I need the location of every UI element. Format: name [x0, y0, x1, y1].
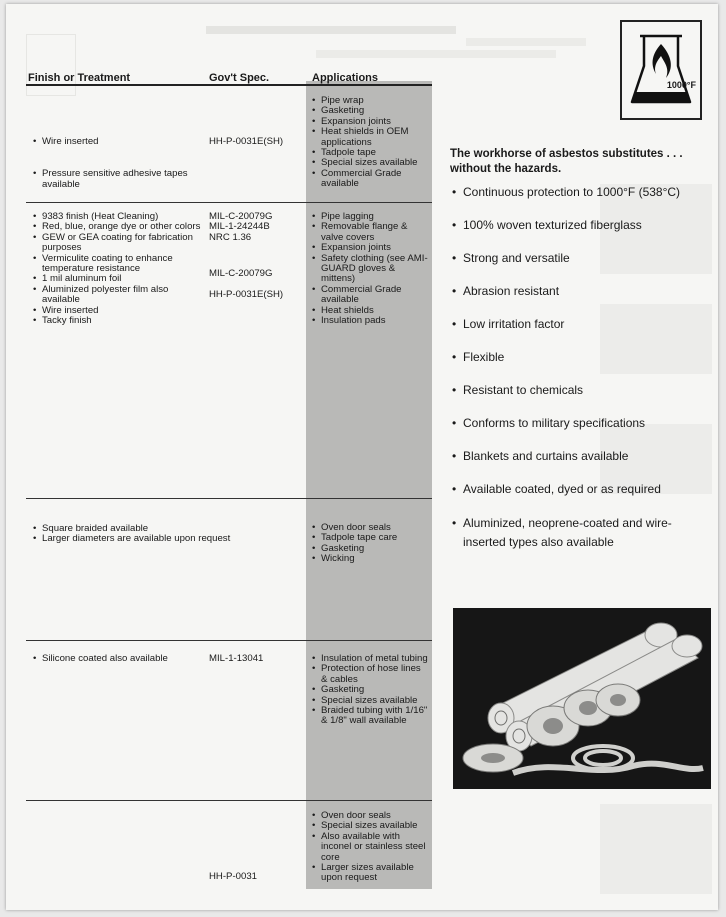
feature-item: • 100% woven texturized fiberglass — [452, 217, 714, 233]
spec-item: MIL-C-20079G — [209, 211, 273, 222]
feature-item: • Available coated, dyed or as required — [452, 481, 714, 497]
spec-item: HH-P-0031 — [209, 871, 257, 882]
row-3-finish — [33, 524, 303, 545]
application-item: • Special sizes available — [312, 158, 428, 168]
feature-item: • Resistant to chemicals — [452, 382, 714, 398]
row-1-specs — [209, 137, 304, 147]
feature-list — [452, 184, 714, 552]
application-item: • Wicking — [312, 554, 428, 564]
application-item: • Tadpole tape — [312, 148, 428, 158]
spec-item: HH-P-0031E(SH) — [209, 289, 284, 301]
row-3-applications — [312, 523, 428, 565]
feature-headline — [450, 147, 712, 177]
row-2-applications — [312, 212, 428, 326]
application-item: • Gasketing — [312, 106, 428, 116]
row-4-applications — [312, 654, 428, 727]
row-5-specs — [209, 872, 304, 882]
feature-item: • Continuous protection to 1000°F (538°C) — [452, 184, 714, 200]
feature-item: • Conforms to military specifications — [452, 415, 714, 431]
application-item: • Braided tubing with 1/16" & 1/8" wall available — [312, 706, 428, 727]
application-item: • Gasketing — [312, 544, 428, 554]
finish-item: • Square braided available — [33, 524, 303, 534]
feature-item: • Strong and versatile — [452, 250, 714, 266]
row-divider — [26, 498, 432, 499]
row-2-specs — [209, 212, 304, 300]
application-item: • Oven door seals — [312, 523, 428, 533]
bleed-through-band — [316, 50, 556, 58]
row-4-specs — [209, 654, 304, 664]
finish-item: • Vermiculite coating to enhance temperature resistance — [33, 254, 205, 275]
temperature-rating: 1000°F — [666, 80, 696, 90]
finish-item: • Aluminized polyester film also available — [33, 285, 205, 306]
application-item: • Special sizes available — [312, 696, 428, 706]
application-item: • Protection of hose lines & cables — [312, 664, 428, 685]
catalog-page — [6, 4, 718, 910]
application-item: • Pipe lagging — [312, 212, 428, 222]
application-item: • Oven door seals — [312, 811, 428, 821]
application-item: • Also available with inconel or stainless steel core — [312, 832, 428, 863]
application-item: • Special sizes available — [312, 821, 428, 831]
finish-item: • GEW or GEA coating for fabrication purposes — [33, 233, 205, 254]
feature-item: • Abrasion resistant — [452, 283, 714, 299]
spec-item: MIL-C-20079G — [209, 268, 273, 280]
flame-in-beaker-icon — [622, 22, 700, 118]
spec-column-header: Gov't Spec. — [209, 72, 270, 84]
application-item: • Heat shields — [312, 306, 428, 316]
product-photo-image — [453, 608, 711, 789]
spec-item: HH-P-0031E(SH) — [209, 136, 284, 147]
row-1-applications — [312, 96, 428, 190]
application-item: • Removable flange & valve covers — [312, 222, 428, 243]
application-item: • Expansion joints — [312, 117, 428, 127]
feature-item: • Aluminized, neoprene-coated and wire-inserted types also available — [452, 514, 714, 552]
application-item: • Pipe wrap — [312, 96, 428, 106]
finish-item: • 9383 finish (Heat Cleaning) — [33, 212, 205, 222]
application-item: • Tadpole tape care — [312, 533, 428, 543]
finish-column-header: Finish or Treatment — [28, 72, 131, 84]
finish-item: • 1 mil aluminum foil — [33, 274, 205, 284]
bleed-through-photo — [600, 804, 712, 894]
bleed-through-band — [466, 38, 586, 46]
product-logo — [620, 20, 702, 120]
feature-item: • Low irritation factor — [452, 316, 714, 332]
application-item: • Commercial Grade available — [312, 169, 428, 190]
finish-item: • Pressure sensitive adhesive tapes available — [33, 169, 203, 190]
finish-item: • Tacky finish — [33, 316, 205, 326]
feature-item: • Flexible — [452, 349, 714, 365]
finish-item: • Red, blue, orange dye or other colors — [33, 222, 205, 232]
finish-item: • Wire inserted — [33, 137, 203, 147]
product-photo — [453, 608, 711, 789]
bleed-through-logo — [26, 34, 76, 96]
spec-item: NRC 1.36 — [209, 231, 252, 243]
headline-line: without the hazards. — [450, 163, 562, 175]
applications-column-header: Applications — [312, 72, 379, 84]
application-item: • Safety clothing (see AMI-GUARD gloves & mittens) — [312, 254, 428, 285]
row-divider — [26, 202, 432, 203]
application-item: • Insulation of metal tubing — [312, 654, 428, 664]
application-item: • Gasketing — [312, 685, 428, 695]
application-item: • Commercial Grade available — [312, 285, 428, 306]
bleed-through-band — [206, 26, 456, 34]
row-2-finish — [33, 212, 205, 326]
spec-item: MIL-1-13041 — [209, 653, 264, 664]
row-divider — [26, 640, 432, 641]
finish-item: • Silicone coated also available — [33, 654, 203, 664]
row-4-finish — [33, 654, 203, 664]
application-item: • Heat shields in OEM applications — [312, 127, 428, 148]
spec-item: MIL-1-24244B — [209, 221, 270, 233]
application-item: • Expansion joints — [312, 243, 428, 253]
finish-item: • Wire inserted — [33, 306, 205, 316]
application-item: • Larger sizes available upon request — [312, 863, 428, 884]
row-5-applications — [312, 811, 428, 884]
feature-item: • Blankets and curtains available — [452, 448, 714, 464]
finish-item: • Larger diameters are available upon request — [33, 534, 303, 544]
headline-line: The workhorse of asbestos substitutes . . . — [450, 148, 683, 160]
header-rule — [26, 84, 432, 86]
row-divider — [26, 800, 432, 801]
application-item: • Insulation pads — [312, 316, 428, 326]
row-1-finish — [33, 137, 203, 190]
